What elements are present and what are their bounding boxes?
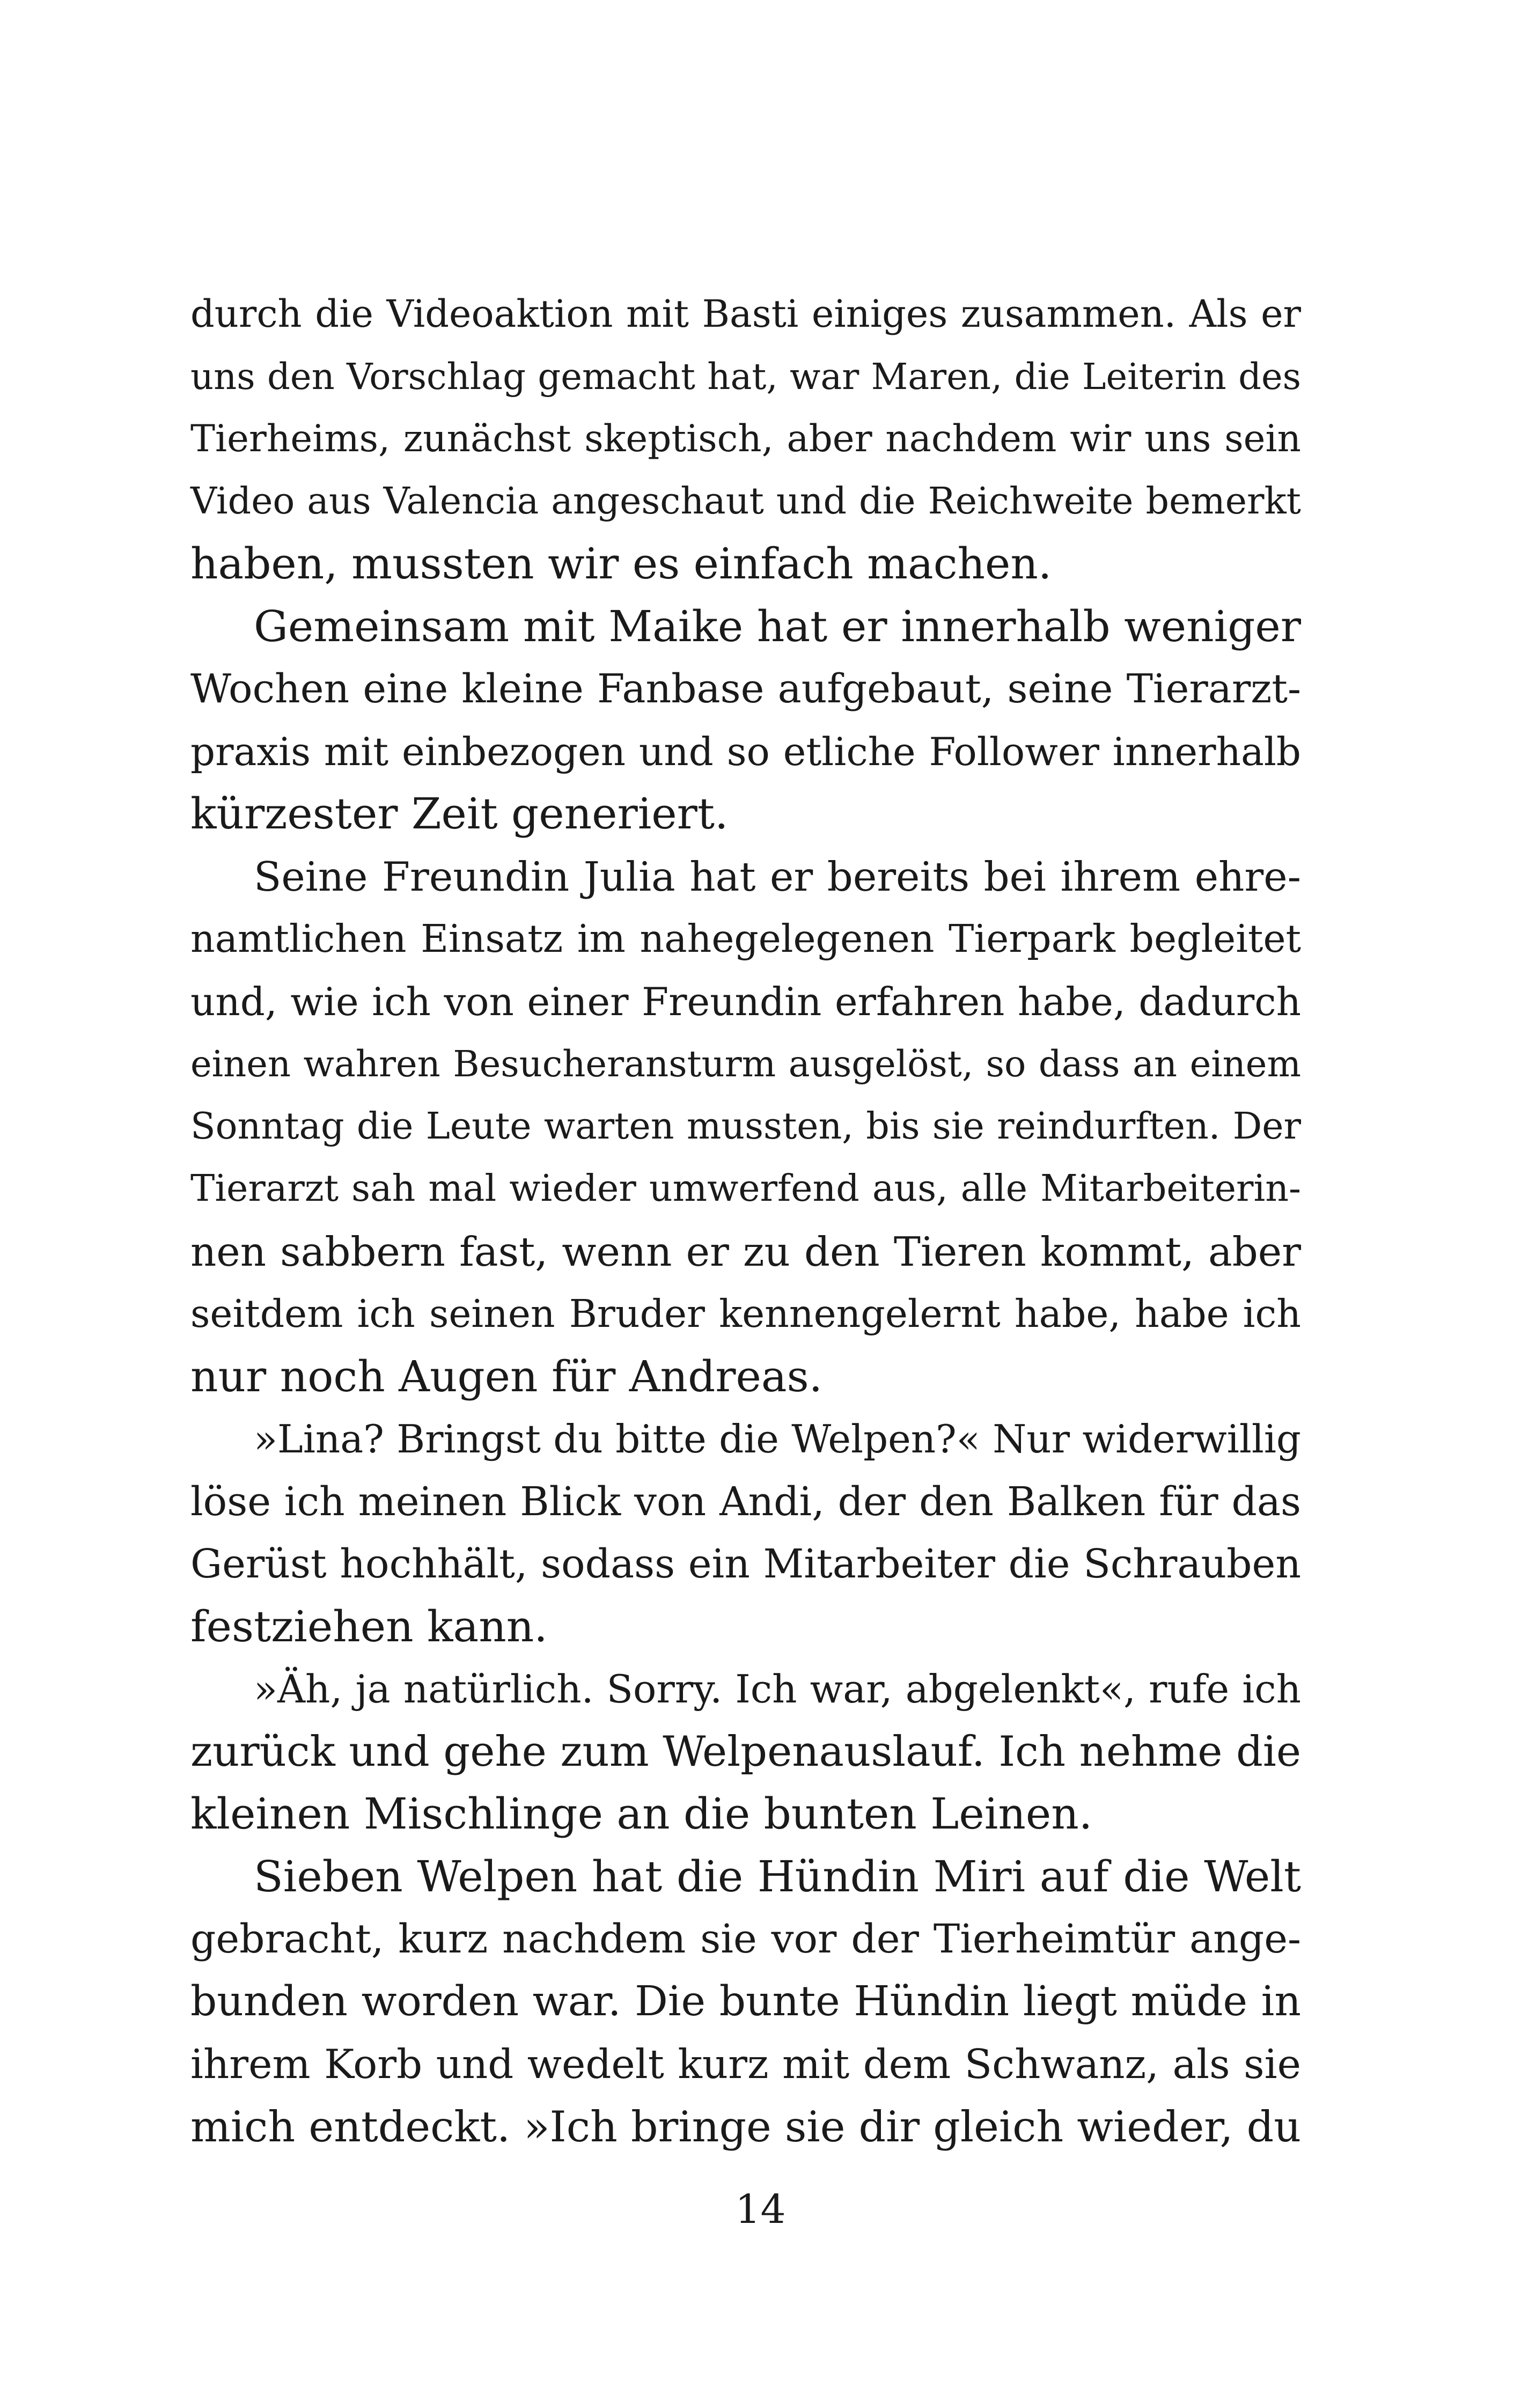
text-line: Sonntag die Leute warten mussten, bis sie reindurften. Der (190, 1105, 1301, 1148)
page-body (190, 283, 1301, 2158)
text-line: zurück und gehe zum Welpenauslauf. Ich nehme die (190, 1727, 1301, 1776)
text-line: Tierheims, zunächst skeptisch, aber nachdem wir uns sein (190, 417, 1301, 460)
text-line: namtlichen Einsatz im nahegelegenen Tierpark begleitet (190, 916, 1301, 961)
text-line: nen sabbern fast, wenn er zu den Tieren kommt, aber (190, 1228, 1301, 1275)
text-line: uns den Vorschlag gemacht hat, war Maren, die Leiterin des (190, 355, 1301, 398)
text-line: praxis mit einbezogen und so etliche Follower innerhalb (190, 729, 1301, 774)
text-line: einen wahren Besucheransturm ausgelöst, so dass an einem (190, 1043, 1301, 1085)
text-line: festziehen kann. (190, 1601, 548, 1651)
text-line: kürzester Zeit generiert. (190, 789, 729, 839)
text-line: durch die Videoaktion mit Basti einiges zusammen. Als er (190, 292, 1301, 336)
text-line: mich entdeckt. »Ich bringe sie dir gleich wieder, du (190, 2102, 1302, 2152)
text-line: löse ich meinen Blick von Andi, der den Balken für das (190, 1478, 1301, 1525)
text-line: Tierarzt sah mal wieder umwerfend aus, alle Mitarbeiterin- (190, 1168, 1301, 1210)
text-line: Gerüst hochhält, sodass ein Mitarbeiter die Schrauben (190, 1541, 1301, 1587)
text-line: bunden worden war. Die bunte Hündin liegt müde in (190, 1977, 1301, 2025)
text-line: Sieben Welpen hat die Hündin Miri auf die Welt (254, 1851, 1301, 1902)
text-line: seitdem ich seinen Bruder kennengelernt habe, habe ich (190, 1291, 1301, 1336)
text-line: nur noch Augen für Andreas. (190, 1351, 823, 1401)
text-line: »Äh, ja natürlich. Sorry. Ich war, abgelenkt«, rufe ich (254, 1666, 1301, 1712)
text-line: Video aus Valencia angeschaut und die Reichweite bemerkt (190, 480, 1301, 523)
text-line: Seine Freundin Julia hat er bereits bei ihrem ehre- (254, 853, 1301, 900)
text-line: ihrem Korb und wedelt kurz mit dem Schwanz, als sie (190, 2040, 1301, 2088)
page-number: 14 (735, 2186, 786, 2233)
text-line: haben, mussten wir es einfach machen. (190, 539, 1052, 589)
text-line: gebracht, kurz nachdem sie vor der Tierheimtür ange- (190, 1916, 1301, 1962)
text-line: und, wie ich von einer Freundin erfahren habe, dadurch (190, 979, 1301, 1024)
text-line: Gemeinsam mit Maike hat er innerhalb weniger (254, 601, 1301, 651)
text-line: kleinen Mischlinge an die bunten Leinen. (190, 1789, 1093, 1839)
text-line: Wochen eine kleine Fanbase aufgebaut, seine Tierarzt- (190, 666, 1301, 712)
text-line: »Lina? Bringst du bitte die Welpen?« Nur widerwillig (254, 1416, 1301, 1462)
